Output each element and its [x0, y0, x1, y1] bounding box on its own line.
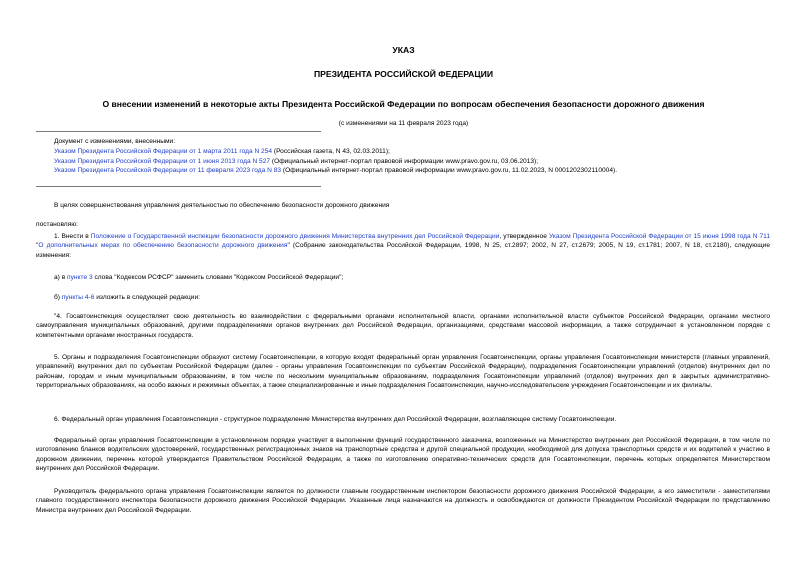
paragraph-7: Федеральный орган управления Госавтоинспекции в установленном порядке участвует в выполнении функций государственного заказчика, возложенных на Министерство внутренних дел Российской Федерации, в том числе по изготовлению бланков водительских удостоверений, государственных регистрационных знаков на транспортные средства и другой специальной продукции, необходимой для допуска транспортных средств и их водителей к участию в дорожном движении, перечень которой утверждается Правительством Российской Федерации, а также по изготовлению оперативно-технических средств для Госавтоинспекции, перечень которых определяется Министерством внутренних дел Российской Федерации.: [36, 437, 770, 473]
doc-type-title: УКАЗ: [392, 45, 415, 55]
changes-list: [54, 137, 794, 176]
change-link[interactable]: Указом Президента Российской Федерации от 11 февраля 2023 года N 83: [54, 167, 282, 175]
paragraph-1: 1. Внести в Положение о Государственной инспекции безопасности дорожного движения Министерства внутренних дел Российской Федерации, утвержденное Указом Президента Российской Федерации от 15 июня 1998 года N 711 "О дополнительных мерах по обеспечению безопасности дорожного движения" (Собрание законодательства Российской Федерации, 1998, N 25, ст.2897; 2002, N 27, ст.2679; 2005, N 19, ст.1781; 2007, N 18, ст.2180), следующие изменения:: [36, 233, 771, 259]
subject-title: О внесении изменений в некоторые акты Президента Российской Федерации по вопросам обеспечения безопасности дорожного движения: [102, 99, 705, 109]
decree-word: постановляю:: [36, 221, 79, 228]
paragraph-a: а) в пункте 3 слова "Кодексом РСФСР" заменить словами "Кодексом Российской Федерации";: [54, 274, 344, 281]
revision-note: (с изменениями на 11 февраля 2023 года): [338, 120, 469, 127]
point-3-link[interactable]: пункте 3: [67, 274, 93, 281]
change-item: Указом Президента Российской Федерации от 1 марта 2011 года N 254 (Российская газета, N 43, 02.03.2011);: [54, 147, 390, 155]
change-item: Указом Президента Российской Федерации от 1 июня 2013 года N 527 (Официальный интернет-портал правовой информации www.pravo.gov.ru, 03.06.2013);: [54, 157, 539, 165]
paragraph-8: Руководитель федерального органа управления Госавтоинспекции является по должности главным государственным инспектором безопасности дорожного движения Российской Федерации, а его заместители - заместителями главного государственного инспектора безопасности дорожного движения Российской Федерации. Указанные лица назначаются на должность и освобождаются от должности Президентом Российской Федерации по представлению Министра внутренних дел Российской Федерации.: [36, 488, 770, 514]
change-item: Указом Президента Российской Федерации от 11 февраля 2023 года N 83 (Официальный интернет-портал правовой информации www.pravo.gov.ru, 11.02.2023, N 0001202302110004).: [54, 167, 618, 175]
issuer-title: ПРЕЗИДЕНТА РОССИЙСКОЙ ФЕДЕРАЦИИ: [313, 69, 494, 79]
paragraph-5: 5. Органы и подразделения Госавтоинспекции образуют систему Госавтоинспекции, в которую входят федеральный орган управления Госавтоинспекции, органы управления Госавтоинспекции министерств (главных управлений, управлений) внутренних дел по субъектам Российской Федерации (далее - органы управления Госавтоинспекции по субъектам Российской Федерации), подразделения Госавтоинспекции управлений (отделов) внутренних дел по районам, городам и иным муниципальным образованиям, в том числе по нескольким муниципальным образованиям, подразделения Госавтоинспекции управлений (отделов) внутренних дел в закрытых административно-территориальных образованиях, на особо важных и режимных объектах, а также специализированные и иные подразделения Госавтоинспекции, научно-исследовательские учреждения Госавтоинспекции и их филиалы.: [36, 354, 770, 390]
change-link[interactable]: Указом Президента Российской Федерации от 1 марта 2011 года N 254: [54, 147, 273, 155]
points-4-6-link[interactable]: пункты 4-6: [61, 294, 95, 301]
measures-link[interactable]: О дополнительных мерах по обеспечению безопасности дорожного движения: [38, 242, 288, 250]
bottom-divider: [36, 186, 321, 187]
paragraph-6: 6. Федеральный орган управления Госавтоинспекции - структурное подразделение Министерства внутренних дел Российской Федерации, возглавляющее систему Госавтоинспекции.: [54, 416, 617, 423]
decree-711-link[interactable]: Указом Президента Российской Федерации от 15 июня 1998 года N 711: [548, 233, 771, 240]
regulation-link[interactable]: Положение о Государственной инспекции безопасности дорожного движения Министерства внутренних дел Российской Федерации: [90, 233, 500, 240]
top-divider: [36, 131, 321, 132]
paragraph-b: б) пункты 4-6 изложить в следующей редакции:: [54, 294, 200, 301]
paragraph-4: "4. Госавтоинспекция осуществляет свою деятельность во взаимодействии с федеральными органами исполнительной власти, органами исполнительной власти субъектов Российской Федерации, органами местного самоуправления муниципальных образований, другими подразделениями органов внутренних дел Российской Федерации, организациями, средствами массовой информации, а также сотрудничает в установленном порядке с компетентными органами иностранных государств.: [36, 313, 770, 339]
change-link[interactable]: Указом Президента Российской Федерации от 1 июня 2013 года N 527: [54, 157, 271, 165]
preamble-paragraph: В целях совершенствования управления деятельностью по обеспечению безопасности дорожного движения: [54, 202, 390, 209]
changes-intro: Документ с изменениями, внесенными:: [54, 138, 176, 145]
